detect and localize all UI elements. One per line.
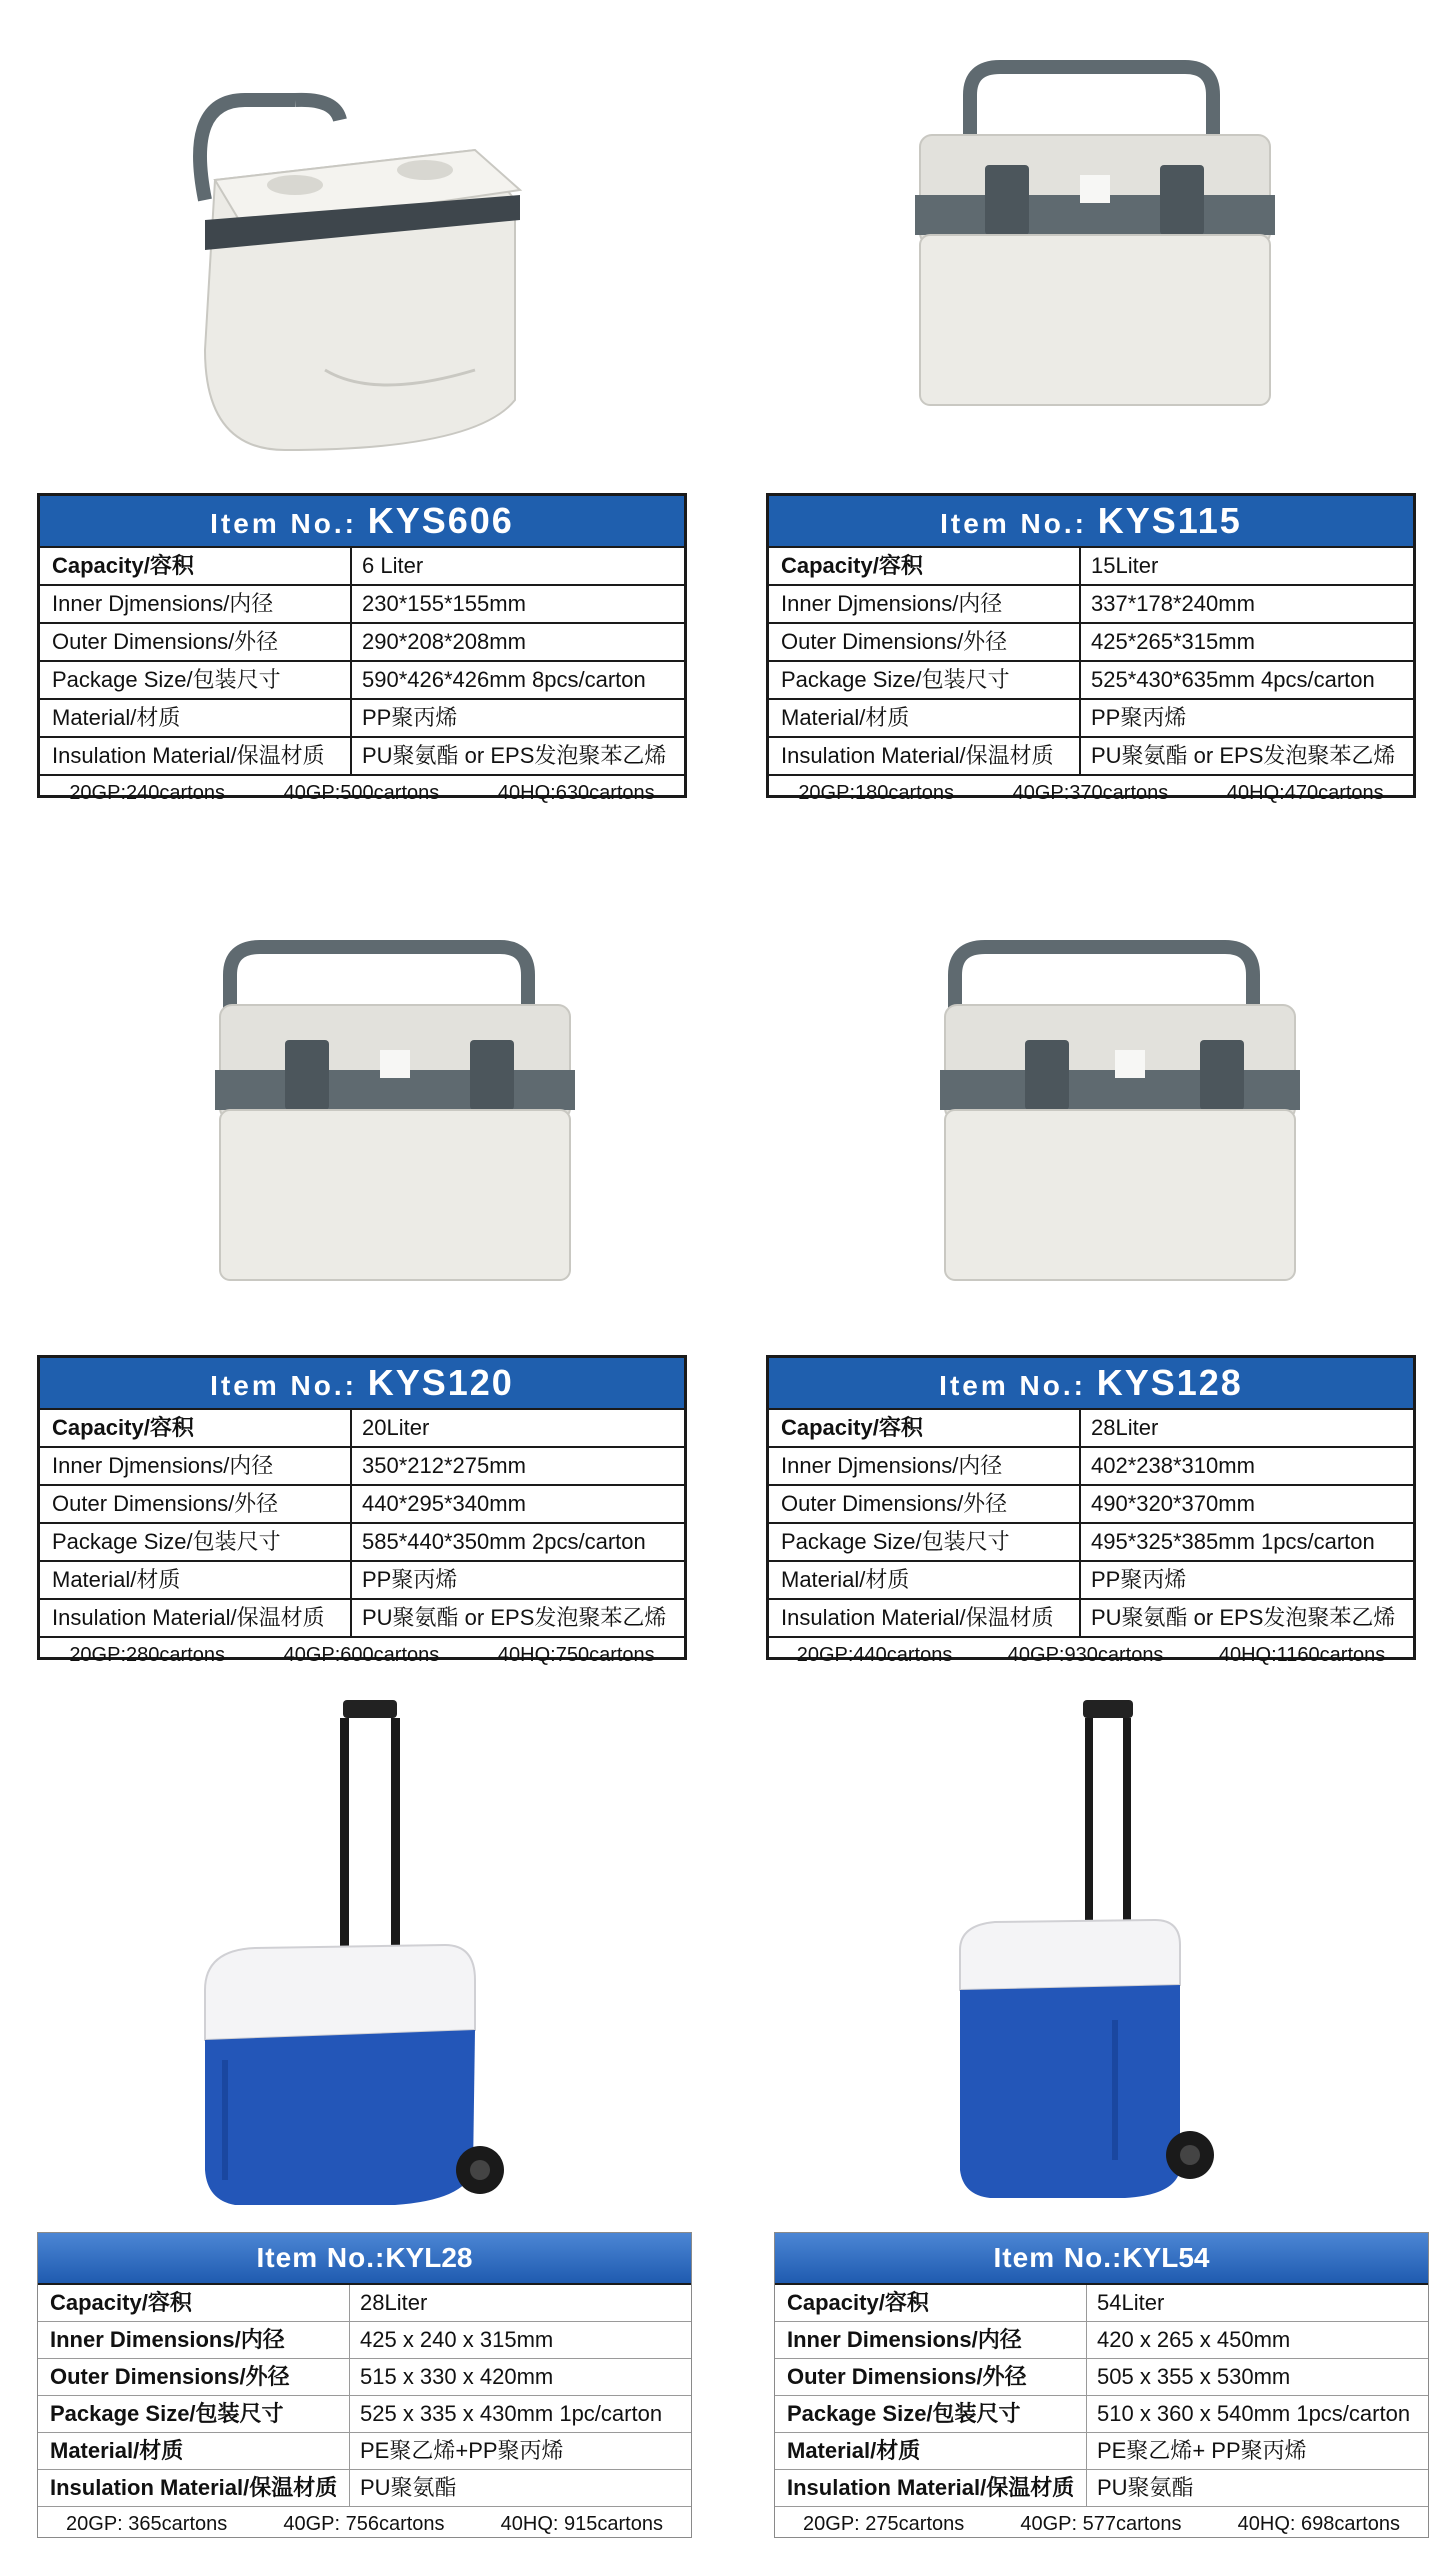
spec-row-inner [40, 1448, 684, 1486]
spec-value: 505 x 355 x 530mm [1097, 2364, 1291, 2389]
spec-row-inner [40, 586, 684, 624]
spec-row-capacity [775, 2285, 1428, 2322]
spec-label: Package Size/包装尺寸 [40, 1524, 352, 1560]
load-40gp: 40GP:370cartons [1012, 782, 1169, 804]
spec-row-inner [769, 586, 1413, 624]
spec-row-material [38, 2433, 691, 2470]
spec-row-capacity [38, 2285, 691, 2322]
spec-value: 15Liter [1091, 553, 1159, 578]
spec-row-capacity [40, 1410, 684, 1448]
spec-label: Outer Dimensions/外径 [38, 2359, 350, 2395]
spec-row-package [769, 662, 1413, 700]
cooler-kyl54-image [955, 1700, 1235, 2210]
spec-value: PP聚丙烯 [362, 705, 458, 730]
load-20gp: 20GP:240cartons [69, 782, 225, 804]
spec-row-inner [775, 2322, 1428, 2359]
spec-row-package [38, 2396, 691, 2433]
spec-label: Package Size/包装尺寸 [775, 2396, 1087, 2432]
spec-row-capacity [769, 1410, 1413, 1448]
spec-row-outer [775, 2359, 1428, 2396]
spec-value: PE聚乙烯+ PP聚丙烯 [1097, 2438, 1307, 2463]
spec-row-insulation [38, 2470, 691, 2507]
spec-value: PU聚氨酯 or EPS发泡聚苯乙烯 [362, 743, 667, 768]
spec-label: Insulation Material/保温材质 [775, 2470, 1087, 2506]
item-code: KYL54 [1122, 2242, 1210, 2273]
item-header [38, 2233, 691, 2285]
spec-value: 425 x 240 x 315mm [360, 2327, 554, 2352]
item-label: Item No.: [210, 508, 357, 539]
spec-value: PP聚丙烯 [362, 1567, 458, 1592]
item-code: KYS115 [1097, 500, 1242, 541]
spec-value: 350*212*275mm [362, 1453, 526, 1478]
spec-value: PE聚乙烯+PP聚丙烯 [360, 2438, 564, 2463]
load-40gp: 40GP:600cartons [283, 1644, 440, 1666]
item-header [40, 496, 684, 548]
spec-label: Capacity/容积 [775, 2285, 1087, 2321]
spec-label: Material/材质 [40, 700, 352, 736]
spec-label: Insulation Material/保温材质 [769, 738, 1081, 774]
load-40hq: 40HQ:1160cartons [1218, 1644, 1386, 1666]
spec-row-outer [769, 624, 1413, 662]
spec-value: PU聚氨酯 [1097, 2475, 1194, 2500]
spec-label: Capacity/容积 [40, 548, 352, 584]
item-label: Item No.: [993, 2242, 1123, 2273]
spec-value: 54Liter [1097, 2290, 1165, 2315]
load-20gp: 20GP: 365cartons [66, 2513, 228, 2535]
spec-label: Material/材质 [40, 1562, 352, 1598]
load-20gp: 20GP:180cartons [798, 782, 954, 804]
spec-row-material [769, 700, 1413, 738]
spec-label: Insulation Material/保温材质 [38, 2470, 350, 2506]
spec-label: Outer Dimensions/外径 [769, 1486, 1081, 1522]
spec-label: Inner Dimensions/内径 [38, 2322, 350, 2358]
spec-value: PU聚氨酯 or EPS发泡聚苯乙烯 [1091, 743, 1396, 768]
spec-label: Inner Dimensions/内径 [775, 2322, 1087, 2358]
spec-row-outer [40, 1486, 684, 1524]
spec-label: Insulation Material/保温材质 [40, 1600, 352, 1636]
spec-row-insulation [40, 1600, 684, 1638]
spec-value: 337*178*240mm [1091, 591, 1255, 616]
spec-table-kyl54 [774, 2232, 1429, 2538]
spec-row-insulation [775, 2470, 1428, 2507]
load-20gp: 20GP: 275cartons [803, 2513, 965, 2535]
spec-value: 20Liter [362, 1415, 430, 1440]
spec-table-kyl28 [37, 2232, 692, 2538]
load-20gp: 20GP:280cartons [69, 1644, 225, 1666]
cooler-kyl28-image [195, 1700, 515, 2210]
spec-label: Material/材质 [769, 1562, 1081, 1598]
load-40gp: 40GP: 577cartons [1020, 2513, 1182, 2535]
item-code: KYS120 [367, 1362, 514, 1403]
spec-value: PP聚丙烯 [1091, 1567, 1187, 1592]
spec-value: 495*325*385mm 1pcs/carton [1091, 1529, 1375, 1554]
item-header [775, 2233, 1428, 2285]
spec-table-kys128 [766, 1355, 1416, 1666]
spec-label: Package Size/包装尺寸 [769, 1524, 1081, 1560]
item-header [769, 1358, 1413, 1410]
spec-value: 440*295*340mm [362, 1491, 526, 1516]
spec-value: 490*320*370mm [1091, 1491, 1255, 1516]
spec-row-package [775, 2396, 1428, 2433]
container-load [40, 1638, 684, 1672]
spec-value: 420 x 265 x 450mm [1097, 2327, 1291, 2352]
spec-value: 525 x 335 x 430mm 1pc/carton [360, 2401, 663, 2426]
spec-label: Insulation Material/保温材质 [769, 1600, 1081, 1636]
spec-row-inner [769, 1448, 1413, 1486]
container-load [775, 2507, 1428, 2541]
item-code: KYL28 [385, 2242, 473, 2273]
spec-table-kys115 [766, 493, 1416, 804]
spec-label: Outer Dimensions/外径 [769, 624, 1081, 660]
spec-value: 590*426*426mm 8pcs/carton [362, 667, 646, 692]
spec-row-outer [40, 624, 684, 662]
load-40hq: 40HQ: 698cartons [1237, 2513, 1400, 2535]
spec-label: Material/材质 [775, 2433, 1087, 2469]
spec-value: PP聚丙烯 [1091, 705, 1187, 730]
spec-row-capacity [769, 548, 1413, 586]
load-40gp: 40GP:930cartons [1007, 1644, 1164, 1666]
spec-label: Insulation Material/保温材质 [40, 738, 352, 774]
container-load [40, 776, 684, 810]
container-load [769, 776, 1413, 810]
container-load [38, 2507, 691, 2541]
spec-value: 525*430*635mm 4pcs/carton [1091, 667, 1375, 692]
spec-value: 510 x 360 x 540mm 1pcs/carton [1097, 2401, 1411, 2426]
spec-label: Package Size/包装尺寸 [40, 662, 352, 698]
spec-value: PU聚氨酯 or EPS发泡聚苯乙烯 [1091, 1605, 1396, 1630]
spec-label: Capacity/容积 [38, 2285, 350, 2321]
item-code: KYS128 [1096, 1362, 1243, 1403]
spec-row-outer [769, 1486, 1413, 1524]
spec-table-kys606 [37, 493, 687, 804]
spec-row-package [40, 1524, 684, 1562]
spec-label: Capacity/容积 [769, 1410, 1081, 1446]
spec-row-inner [38, 2322, 691, 2359]
spec-label: Material/材质 [38, 2433, 350, 2469]
load-40hq: 40HQ:470cartons [1226, 782, 1384, 804]
cooler-kys120-image [210, 935, 580, 1295]
cooler-kys606-image [175, 70, 555, 460]
spec-label: Outer Dimensions/外径 [40, 1486, 352, 1522]
item-label: Item No.: [256, 2242, 386, 2273]
spec-value: 28Liter [1091, 1415, 1159, 1440]
spec-label: Inner Djmensions/内径 [40, 1448, 352, 1484]
spec-label: Package Size/包装尺寸 [769, 662, 1081, 698]
load-40gp: 40GP:500cartons [283, 782, 440, 804]
cooler-kys115-image [905, 55, 1285, 415]
spec-label: Inner Djmensions/内径 [769, 586, 1081, 622]
spec-row-insulation [769, 738, 1413, 776]
item-header [769, 496, 1413, 548]
spec-value: 290*208*208mm [362, 629, 526, 654]
load-20gp: 20GP:440cartons [796, 1644, 953, 1666]
spec-row-material [40, 1562, 684, 1600]
spec-label: Capacity/容积 [769, 548, 1081, 584]
load-40hq: 40HQ:630cartons [497, 782, 655, 804]
spec-row-insulation [769, 1600, 1413, 1638]
load-40hq: 40HQ: 915cartons [500, 2513, 663, 2535]
load-40hq: 40HQ:750cartons [497, 1644, 655, 1666]
spec-row-capacity [40, 548, 684, 586]
spec-row-outer [38, 2359, 691, 2396]
load-40gp: 40GP: 756cartons [283, 2513, 445, 2535]
spec-label: Capacity/容积 [40, 1410, 352, 1446]
spec-value: PU聚氨酯 [360, 2475, 457, 2500]
spec-table-kys120 [37, 1355, 687, 1666]
spec-value: 515 x 330 x 420mm [360, 2364, 554, 2389]
spec-row-material [775, 2433, 1428, 2470]
item-header [40, 1358, 684, 1410]
cooler-kys128-image [935, 935, 1305, 1295]
spec-row-material [769, 1562, 1413, 1600]
spec-row-package [769, 1524, 1413, 1562]
item-label: Item No.: [940, 508, 1087, 539]
item-code: KYS606 [367, 500, 514, 541]
spec-label: Inner Djmensions/内径 [40, 586, 352, 622]
item-label: Item No.: [939, 1370, 1086, 1401]
spec-label: Package Size/包装尺寸 [38, 2396, 350, 2432]
spec-value: 230*155*155mm [362, 591, 526, 616]
spec-row-insulation [40, 738, 684, 776]
spec-value: 402*238*310mm [1091, 1453, 1255, 1478]
spec-value: PU聚氨酯 or EPS发泡聚苯乙烯 [362, 1605, 667, 1630]
spec-value: 425*265*315mm [1091, 629, 1255, 654]
spec-row-package [40, 662, 684, 700]
spec-value: 585*440*350mm 2pcs/carton [362, 1529, 646, 1554]
spec-value: 28Liter [360, 2290, 428, 2315]
container-load [769, 1638, 1413, 1672]
spec-label: Outer Dimensions/外径 [775, 2359, 1087, 2395]
spec-label: Inner Djmensions/内径 [769, 1448, 1081, 1484]
item-label: Item No.: [210, 1370, 357, 1401]
spec-value: 6 Liter [362, 553, 424, 578]
spec-label: Outer Dimensions/外径 [40, 624, 352, 660]
spec-label: Material/材质 [769, 700, 1081, 736]
spec-row-material [40, 700, 684, 738]
